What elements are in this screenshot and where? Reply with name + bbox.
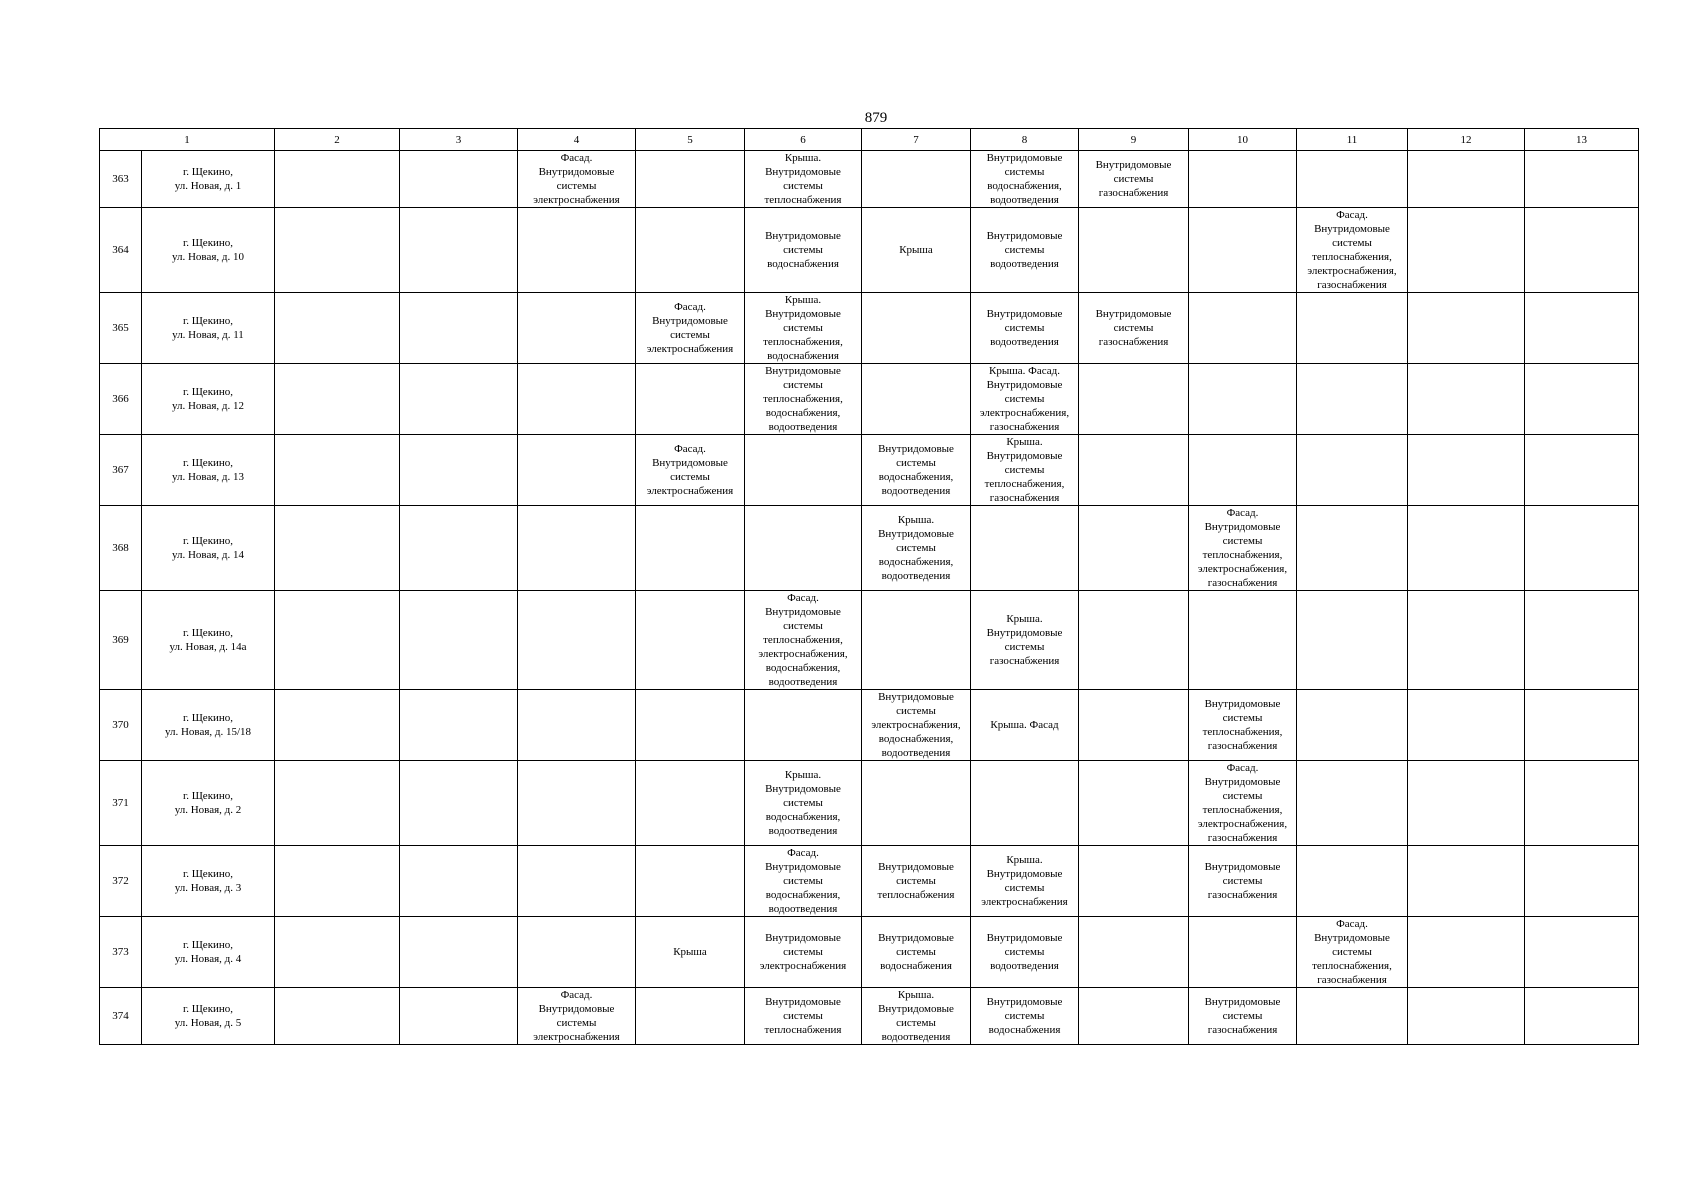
work-cell-col-4 — [518, 293, 636, 364]
work-cell-col-13 — [1525, 917, 1639, 988]
work-cell-col-7: Внутридомовые системы электроснабжения, водоснабжения, водоотведения — [862, 690, 971, 761]
work-cell-col-6 — [745, 435, 862, 506]
work-cell-col-2 — [275, 151, 400, 208]
table-row — [100, 917, 1639, 988]
column-number: 12 — [1408, 129, 1525, 151]
table-row — [100, 846, 1639, 917]
work-cell-col-13 — [1525, 846, 1639, 917]
column-number: 8 — [971, 129, 1079, 151]
work-cell-col-3 — [400, 846, 518, 917]
work-cell-col-5 — [636, 690, 745, 761]
row-number: 364 — [100, 208, 142, 293]
work-cell-col-12 — [1408, 988, 1525, 1045]
work-cell-col-9 — [1079, 690, 1189, 761]
address-cell: г. Щекино, ул. Новая, д. 11 — [142, 293, 275, 364]
work-cell-col-10 — [1189, 364, 1297, 435]
table-row — [100, 591, 1639, 690]
work-cell-col-10 — [1189, 435, 1297, 506]
column-number: 10 — [1189, 129, 1297, 151]
row-number: 365 — [100, 293, 142, 364]
work-cell-col-6: Крыша. Внутридомовые системы водоснабжения, водоотведения — [745, 761, 862, 846]
work-cell-col-11 — [1297, 364, 1408, 435]
work-cell-col-2 — [275, 364, 400, 435]
work-cell-col-10 — [1189, 151, 1297, 208]
work-cell-col-3 — [400, 591, 518, 690]
work-cell-col-2 — [275, 208, 400, 293]
work-cell-col-2 — [275, 435, 400, 506]
address-cell: г. Щекино, ул. Новая, д. 14а — [142, 591, 275, 690]
work-cell-col-8: Внутридомовые системы водоотведения — [971, 208, 1079, 293]
work-cell-col-4 — [518, 591, 636, 690]
row-number: 363 — [100, 151, 142, 208]
work-cell-col-5 — [636, 151, 745, 208]
work-cell-col-3 — [400, 208, 518, 293]
work-cell-col-9 — [1079, 506, 1189, 591]
work-cell-col-7: Внутридомовые системы водоснабжения, водоотведения — [862, 435, 971, 506]
column-number: 13 — [1525, 129, 1639, 151]
work-cell-col-10 — [1189, 293, 1297, 364]
work-cell-col-5: Крыша — [636, 917, 745, 988]
work-cell-col-11: Фасад. Внутридомовые системы теплоснабжения, газоснабжения — [1297, 917, 1408, 988]
work-cell-col-8: Крыша. Внутридомовые системы электроснабжения — [971, 846, 1079, 917]
column-number: 1 — [100, 129, 275, 151]
work-cell-col-13 — [1525, 761, 1639, 846]
work-schedule-table — [99, 128, 1639, 1045]
work-cell-col-8: Внутридомовые системы водоотведения — [971, 293, 1079, 364]
column-number: 9 — [1079, 129, 1189, 151]
table-row — [100, 690, 1639, 761]
work-cell-col-2 — [275, 761, 400, 846]
row-number: 374 — [100, 988, 142, 1045]
work-cell-col-11 — [1297, 690, 1408, 761]
address-cell: г. Щекино, ул. Новая, д. 5 — [142, 988, 275, 1045]
work-cell-col-7: Крыша. Внутридомовые системы водоснабжения, водоотведения — [862, 506, 971, 591]
work-cell-col-5 — [636, 846, 745, 917]
work-cell-col-4: Фасад. Внутридомовые системы электроснабжения — [518, 988, 636, 1045]
work-cell-col-11 — [1297, 293, 1408, 364]
table-row — [100, 435, 1639, 506]
work-cell-col-4 — [518, 435, 636, 506]
address-cell: г. Щекино, ул. Новая, д. 4 — [142, 917, 275, 988]
work-cell-col-11 — [1297, 988, 1408, 1045]
column-number: 3 — [400, 129, 518, 151]
table-row — [100, 208, 1639, 293]
work-cell-col-5 — [636, 761, 745, 846]
work-cell-col-3 — [400, 761, 518, 846]
work-cell-col-13 — [1525, 690, 1639, 761]
column-number: 11 — [1297, 129, 1408, 151]
work-cell-col-8: Крыша. Внутридомовые системы газоснабжения — [971, 591, 1079, 690]
work-cell-col-8: Крыша. Фасад. Внутридомовые системы электроснабжения, газоснабжения — [971, 364, 1079, 435]
work-cell-col-2 — [275, 846, 400, 917]
work-cell-col-6: Внутридомовые системы теплоснабжения, водоснабжения, водоотведения — [745, 364, 862, 435]
work-cell-col-4 — [518, 761, 636, 846]
work-cell-col-3 — [400, 151, 518, 208]
work-cell-col-13 — [1525, 293, 1639, 364]
work-cell-col-9 — [1079, 364, 1189, 435]
work-cell-col-13 — [1525, 435, 1639, 506]
address-cell: г. Щекино, ул. Новая, д. 3 — [142, 846, 275, 917]
table-row — [100, 506, 1639, 591]
work-cell-col-6: Внутридомовые системы водоснабжения — [745, 208, 862, 293]
work-cell-col-7 — [862, 591, 971, 690]
work-cell-col-7 — [862, 364, 971, 435]
row-number: 367 — [100, 435, 142, 506]
work-cell-col-12 — [1408, 690, 1525, 761]
work-cell-col-4 — [518, 690, 636, 761]
work-cell-col-13 — [1525, 506, 1639, 591]
work-cell-col-6: Фасад. Внутридомовые системы теплоснабжения, электроснабжения, водоснабжения, водоотведения — [745, 591, 862, 690]
work-cell-col-4 — [518, 846, 636, 917]
work-cell-col-10: Фасад. Внутридомовые системы теплоснабжения, электроснабжения, газоснабжения — [1189, 506, 1297, 591]
row-number: 370 — [100, 690, 142, 761]
table-row — [100, 988, 1639, 1045]
column-number: 6 — [745, 129, 862, 151]
work-cell-col-6 — [745, 506, 862, 591]
work-cell-col-6 — [745, 690, 862, 761]
work-cell-col-5: Фасад. Внутридомовые системы электроснабжения — [636, 293, 745, 364]
work-cell-col-8: Крыша. Фасад — [971, 690, 1079, 761]
table-row — [100, 293, 1639, 364]
work-cell-col-7 — [862, 761, 971, 846]
work-cell-col-9 — [1079, 988, 1189, 1045]
row-number: 372 — [100, 846, 142, 917]
work-cell-col-3 — [400, 364, 518, 435]
work-cell-col-4 — [518, 364, 636, 435]
work-cell-col-4 — [518, 208, 636, 293]
work-cell-col-3 — [400, 293, 518, 364]
work-cell-col-3 — [400, 917, 518, 988]
work-cell-col-6: Крыша. Внутридомовые системы теплоснабжения, водоснабжения — [745, 293, 862, 364]
work-cell-col-10 — [1189, 591, 1297, 690]
work-cell-col-13 — [1525, 364, 1639, 435]
work-cell-col-4: Фасад. Внутридомовые системы электроснабжения — [518, 151, 636, 208]
work-cell-col-10: Внутридомовые системы газоснабжения — [1189, 988, 1297, 1045]
page-number: 879 — [864, 110, 888, 126]
work-cell-col-8: Внутридомовые системы водоснабжения — [971, 988, 1079, 1045]
work-cell-col-11 — [1297, 151, 1408, 208]
work-cell-col-9: Внутридомовые системы газоснабжения — [1079, 151, 1189, 208]
work-cell-col-3 — [400, 690, 518, 761]
work-cell-col-3 — [400, 988, 518, 1045]
column-number: 5 — [636, 129, 745, 151]
work-cell-col-9 — [1079, 435, 1189, 506]
work-cell-col-2 — [275, 690, 400, 761]
table-row — [100, 761, 1639, 846]
work-cell-col-8: Внутридомовые системы водоотведения — [971, 917, 1079, 988]
work-cell-col-12 — [1408, 591, 1525, 690]
work-cell-col-6: Внутридомовые системы теплоснабжения — [745, 988, 862, 1045]
work-cell-col-9 — [1079, 208, 1189, 293]
row-number: 366 — [100, 364, 142, 435]
work-cell-col-4 — [518, 917, 636, 988]
row-number: 373 — [100, 917, 142, 988]
work-cell-col-9 — [1079, 761, 1189, 846]
work-cell-col-3 — [400, 506, 518, 591]
work-cell-col-7: Крыша — [862, 208, 971, 293]
work-cell-col-5: Фасад. Внутридомовые системы электроснабжения — [636, 435, 745, 506]
table-body — [100, 129, 1639, 1045]
work-cell-col-8: Внутридомовые системы водоснабжения, водоотведения — [971, 151, 1079, 208]
work-cell-col-8 — [971, 761, 1079, 846]
work-cell-col-7: Внутридомовые системы теплоснабжения — [862, 846, 971, 917]
work-cell-col-10: Внутридомовые системы теплоснабжения, газоснабжения — [1189, 690, 1297, 761]
work-cell-col-9: Внутридомовые системы газоснабжения — [1079, 293, 1189, 364]
work-cell-col-10 — [1189, 917, 1297, 988]
work-cell-col-9 — [1079, 591, 1189, 690]
work-cell-col-7: Внутридомовые системы водоснабжения — [862, 917, 971, 988]
address-cell: г. Щекино, ул. Новая, д. 15/18 — [142, 690, 275, 761]
work-cell-col-11: Фасад. Внутридомовые системы теплоснабжения, электроснабжения, газоснабжения — [1297, 208, 1408, 293]
work-cell-col-12 — [1408, 917, 1525, 988]
work-cell-col-12 — [1408, 761, 1525, 846]
column-number: 2 — [275, 129, 400, 151]
work-cell-col-11 — [1297, 761, 1408, 846]
work-cell-col-10: Внутридомовые системы газоснабжения — [1189, 846, 1297, 917]
address-cell: г. Щекино, ул. Новая, д. 13 — [142, 435, 275, 506]
address-cell: г. Щекино, ул. Новая, д. 14 — [142, 506, 275, 591]
work-cell-col-6: Фасад. Внутридомовые системы водоснабжения, водоотведения — [745, 846, 862, 917]
work-cell-col-8 — [971, 506, 1079, 591]
work-cell-col-2 — [275, 917, 400, 988]
work-cell-col-12 — [1408, 293, 1525, 364]
row-number: 369 — [100, 591, 142, 690]
work-cell-col-13 — [1525, 988, 1639, 1045]
work-cell-col-8: Крыша. Внутридомовые системы теплоснабжения, газоснабжения — [971, 435, 1079, 506]
work-cell-col-11 — [1297, 846, 1408, 917]
address-cell: г. Щекино, ул. Новая, д. 12 — [142, 364, 275, 435]
work-cell-col-9 — [1079, 917, 1189, 988]
work-cell-col-13 — [1525, 591, 1639, 690]
work-cell-col-11 — [1297, 435, 1408, 506]
column-number: 4 — [518, 129, 636, 151]
table-row — [100, 151, 1639, 208]
work-cell-col-9 — [1079, 846, 1189, 917]
work-cell-col-12 — [1408, 208, 1525, 293]
work-cell-col-4 — [518, 506, 636, 591]
work-cell-col-3 — [400, 435, 518, 506]
work-cell-col-13 — [1525, 208, 1639, 293]
work-cell-col-2 — [275, 988, 400, 1045]
work-cell-col-7 — [862, 151, 971, 208]
work-cell-col-12 — [1408, 846, 1525, 917]
work-cell-col-11 — [1297, 591, 1408, 690]
work-cell-col-7 — [862, 293, 971, 364]
address-cell: г. Щекино, ул. Новая, д. 2 — [142, 761, 275, 846]
work-cell-col-13 — [1525, 151, 1639, 208]
work-cell-col-6: Внутридомовые системы электроснабжения — [745, 917, 862, 988]
column-number-row — [100, 129, 1639, 151]
work-cell-col-2 — [275, 591, 400, 690]
row-number: 371 — [100, 761, 142, 846]
work-cell-col-12 — [1408, 506, 1525, 591]
work-cell-col-12 — [1408, 151, 1525, 208]
work-cell-col-2 — [275, 293, 400, 364]
table-row — [100, 364, 1639, 435]
work-cell-col-2 — [275, 506, 400, 591]
work-cell-col-5 — [636, 988, 745, 1045]
address-cell: г. Щекино, ул. Новая, д. 1 — [142, 151, 275, 208]
work-cell-col-5 — [636, 208, 745, 293]
work-cell-col-12 — [1408, 364, 1525, 435]
column-number: 7 — [862, 129, 971, 151]
address-cell: г. Щекино, ул. Новая, д. 10 — [142, 208, 275, 293]
work-cell-col-10 — [1189, 208, 1297, 293]
work-cell-col-5 — [636, 364, 745, 435]
work-cell-col-7: Крыша. Внутридомовые системы водоотведения — [862, 988, 971, 1045]
work-cell-col-5 — [636, 506, 745, 591]
work-cell-col-12 — [1408, 435, 1525, 506]
row-number: 368 — [100, 506, 142, 591]
work-cell-col-6: Крыша. Внутридомовые системы теплоснабжения — [745, 151, 862, 208]
work-cell-col-11 — [1297, 506, 1408, 591]
work-cell-col-10: Фасад. Внутридомовые системы теплоснабжения, электроснабжения, газоснабжения — [1189, 761, 1297, 846]
work-cell-col-5 — [636, 591, 745, 690]
